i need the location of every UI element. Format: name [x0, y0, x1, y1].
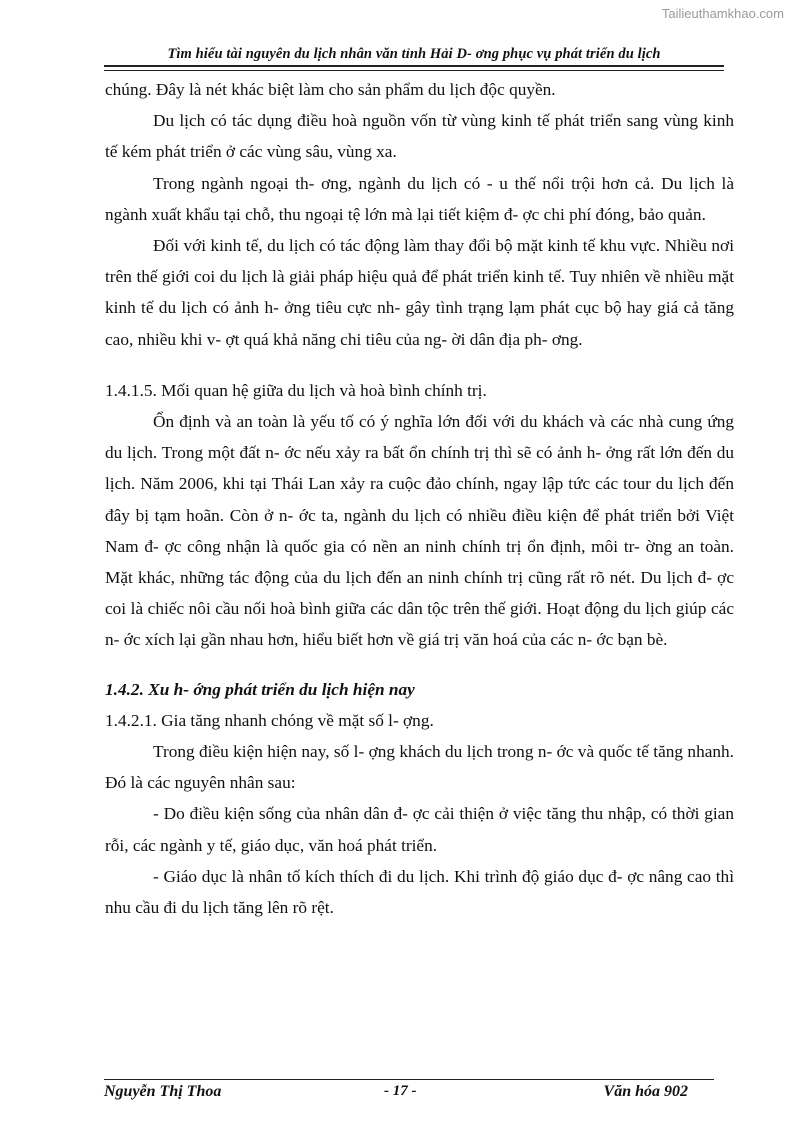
- subsection-heading: 1.4.2.1. Gia tăng nhanh chóng về mặt số l- ợng.: [105, 710, 434, 730]
- paragraph: Ổn định và an toàn là yếu tố có ý nghĩa lớn đối với du khách và các nhà cung ứng du lịch. Trong một đất n- ớc nếu xảy ra bất ổn chính trị thì sẽ có ảnh h- ởng rất lớn đến du lịch. Năm 2006, khi tại Thái Lan xảy ra cuộc đảo chính, ngay lập tức các tour du lịch đến đây bị tạm hoãn. Còn ở n- ớc ta, ngành du lịch có nhiều điều kiện để phát triển bởi Việt Nam đ- ợc công nhận là quốc gia có nền an ninh chính trị ổn định, môi tr- ờng an toàn. Mặt khác, những tác động của du lịch đến an ninh chính trị cũng rất rõ nét. Du lịch đ- ợc coi là chiếc nôi cầu nối hoà bình giữa các dân tộc trên thế giới. Hoạt động du lịch giúp các n- ớc xích lại gần nhau hơn, hiểu biết hơn về giá trị văn hoá của các n- ớc bạn bè.: [105, 412, 734, 650]
- paragraph: Đối với kinh tế, du lịch có tác động làm thay đổi bộ mặt kinh tế khu vực. Nhiều nơi trên thế giới coi du lịch là giải pháp hiệu quả để phát triển kinh tế. Tuy nhiên về nhiều mặt kinh tế du lịch có ảnh h- ởng tiêu cực nh- gây tình trạng lạm phát cục bộ hay giá cả tăng cao, nhiều khi v- ợt quá khả năng chi tiêu của ng- ời dân địa ph- ơng.: [105, 236, 734, 349]
- list-item: - Giáo dục là nhân tố kích thích đi du lịch. Khi trình độ giáo dục đ- ợc nâng cao thì nhu cầu đi du lịch tăng lên rõ rệt.: [105, 866, 734, 918]
- paragraph: Trong điều kiện hiện nay, số l- ợng khách du lịch trong n- ớc và quốc tế tăng nhanh. Đó là các nguyên nhân sau:: [105, 742, 734, 793]
- paragraph: Trong ngành ngoại th- ơng, ngành du lịch có - u thế nổi trội hơn cả. Du lịch là ngành xuất khẩu tại chỗ, thu ngoại tệ lớn mà lại tiết kiệm đ- ợc chi phí đóng, bảo quản.: [105, 173, 734, 224]
- paragraph: chúng. Đây là nét khác biệt làm cho sản phẩm du lịch độc quyền.: [105, 80, 556, 99]
- running-header: Tìm hiểu tài nguyên du lịch nhân văn tỉnh Hải D- ơng phục vụ phát triển du lịch: [104, 46, 724, 67]
- footer-course: Văn hóa 902: [603, 1083, 688, 1100]
- section-heading: 1.4.2. Xu h- ớng phát triển du lịch hiện nay: [105, 679, 415, 699]
- paragraph: Du lịch có tác dụng điều hoà nguồn vốn từ vùng kinh tế phát triển sang vùng kinh tế kém phát triển ở các vùng sâu, vùng xa.: [105, 111, 734, 162]
- page-footer: [104, 1083, 714, 1107]
- page-number: - 17 -: [384, 1083, 417, 1099]
- document-body: [105, 74, 734, 923]
- subsection-heading: 1.4.1.5. Mối quan hệ giữa du lịch và hoà bình chính trị.: [105, 380, 487, 400]
- footer-author: Nguyễn Thị Thoa: [104, 1083, 222, 1100]
- list-item: - Do điều kiện sống của nhân dân đ- ợc cải thiện ở việc tăng thu nhập, có thời gian rỗi, các ngành y tế, giáo dục, văn hoá phát triển.: [105, 804, 734, 855]
- header-divider: [104, 70, 724, 71]
- spacer: [105, 656, 734, 674]
- footer-divider: [104, 1079, 714, 1080]
- watermark: Tailieuthamkhao.com: [661, 6, 784, 21]
- spacer: [105, 355, 734, 375]
